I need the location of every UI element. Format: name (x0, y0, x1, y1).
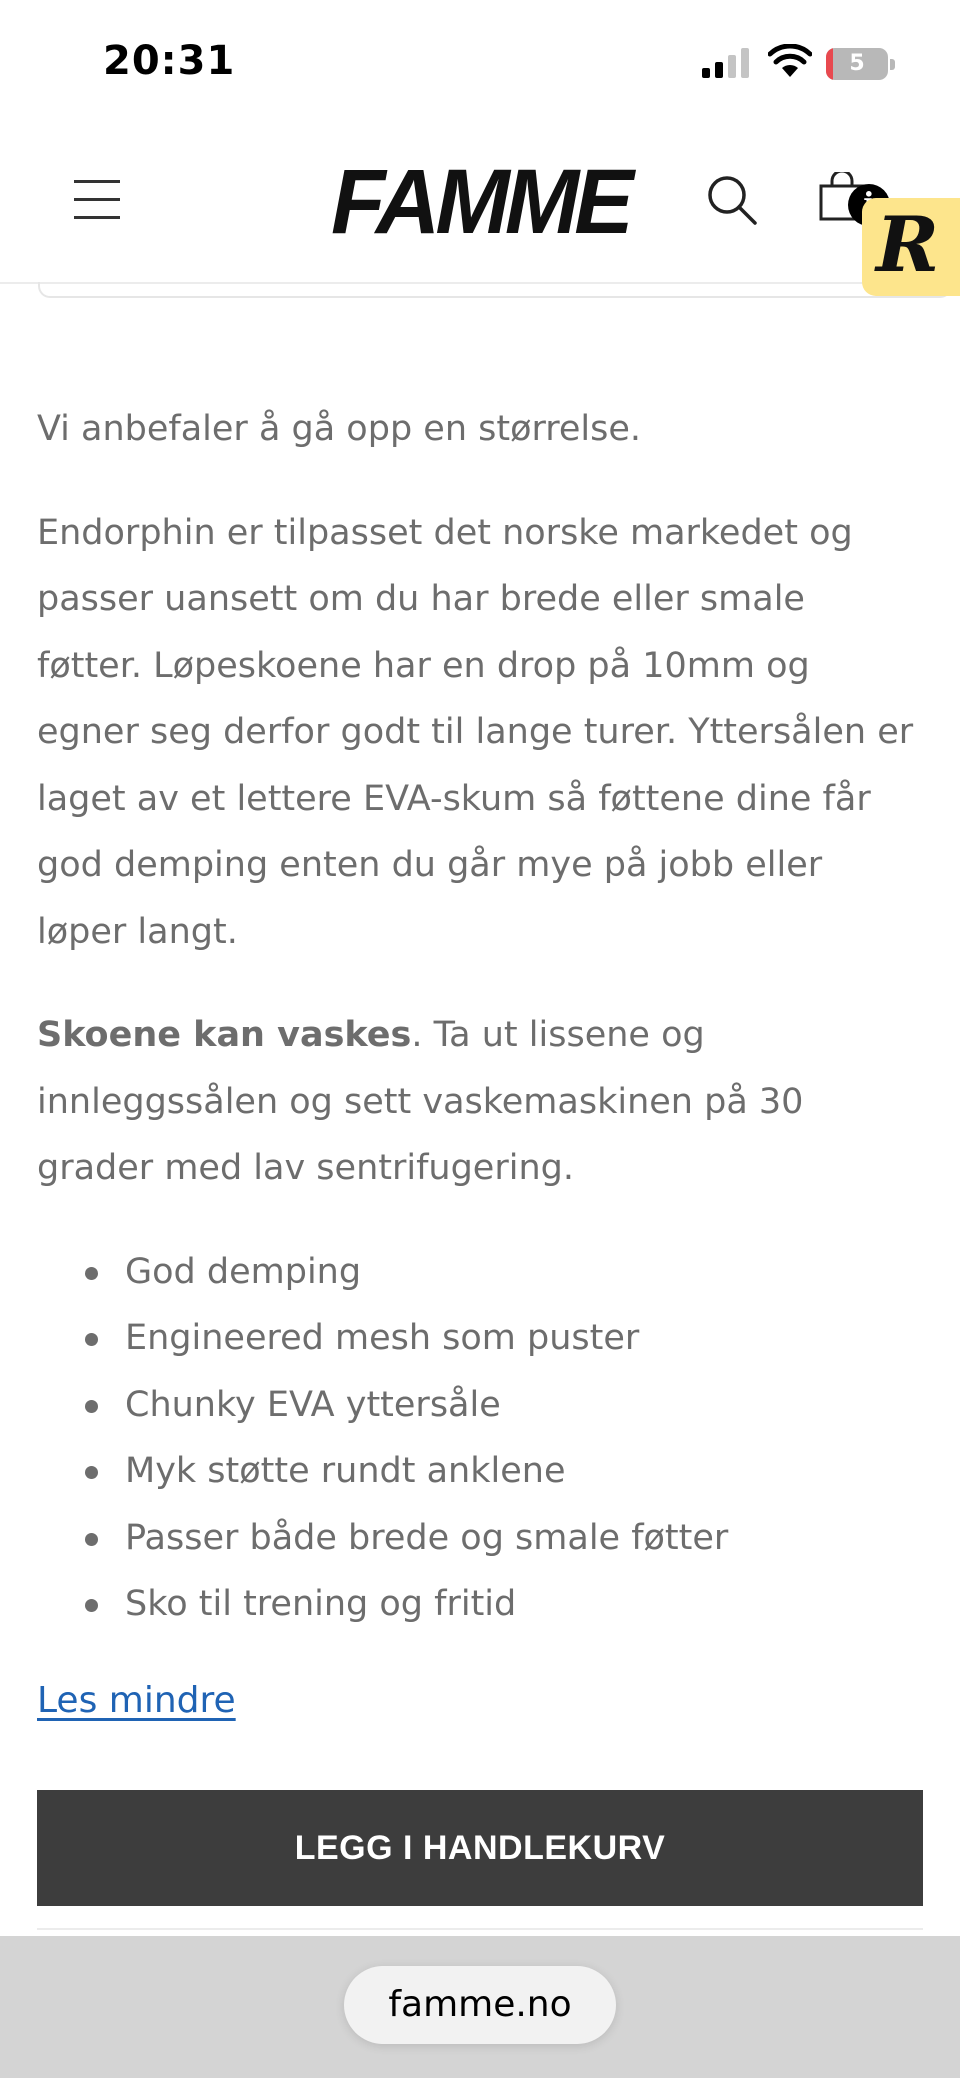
hamburger-menu-icon[interactable] (74, 178, 120, 222)
site-header (0, 130, 960, 284)
list-item: Engineered mesh som puster (125, 1305, 917, 1372)
status-time: 20:31 (103, 38, 236, 84)
description-body: Endorphin er tilpasset det norske markedet og passer uansett om du har brede eller smale føtter. Løpeskoene har en drop på 10mm og egner seg derfor godt til lange turer. Yttersålen er laget av et lettere EVA-skum så føttene dine får god demping enten du går mye på jobb eller løper langt. (37, 512, 914, 952)
product-description (37, 396, 917, 1734)
feature-list (37, 1239, 917, 1638)
add-to-cart-button[interactable]: LEGG I HANDLEKURV (37, 1790, 923, 1906)
list-item: Sko til trening og fritid (125, 1571, 917, 1638)
wifi-icon (768, 44, 812, 78)
battery-icon (826, 48, 896, 80)
wash-instructions (37, 1002, 917, 1202)
signal-icon (702, 48, 750, 78)
size-advice: Vi anbefaler å gå opp en størrelse. (37, 409, 642, 449)
review-widget-logo: R (876, 200, 940, 289)
search-icon[interactable] (706, 174, 758, 226)
famme-logo[interactable]: FAMME (330, 151, 629, 253)
list-item: Chunky EVA yttersåle (125, 1372, 917, 1439)
list-item: Passer både brede og smale føtter (125, 1505, 917, 1572)
battery-level: 5 (849, 51, 865, 76)
divider (37, 1928, 923, 1930)
review-widget-tab[interactable] (862, 198, 960, 296)
read-less-link[interactable]: Les mindre (37, 1679, 236, 1721)
browser-toolbar (0, 1936, 960, 2078)
card-edge (38, 282, 952, 298)
list-item: God demping (125, 1239, 917, 1306)
list-item: Myk støtte rundt anklene (125, 1438, 917, 1505)
wash-text: . Ta ut lissene og innleggssålen og sett vaskemaskinen på 30 grader med lav sentrifugering. (37, 1015, 804, 1188)
status-bar (0, 0, 960, 130)
wash-heading: Skoene kan vaskes (37, 1015, 412, 1055)
address-bar[interactable]: famme.no (344, 1966, 616, 2044)
